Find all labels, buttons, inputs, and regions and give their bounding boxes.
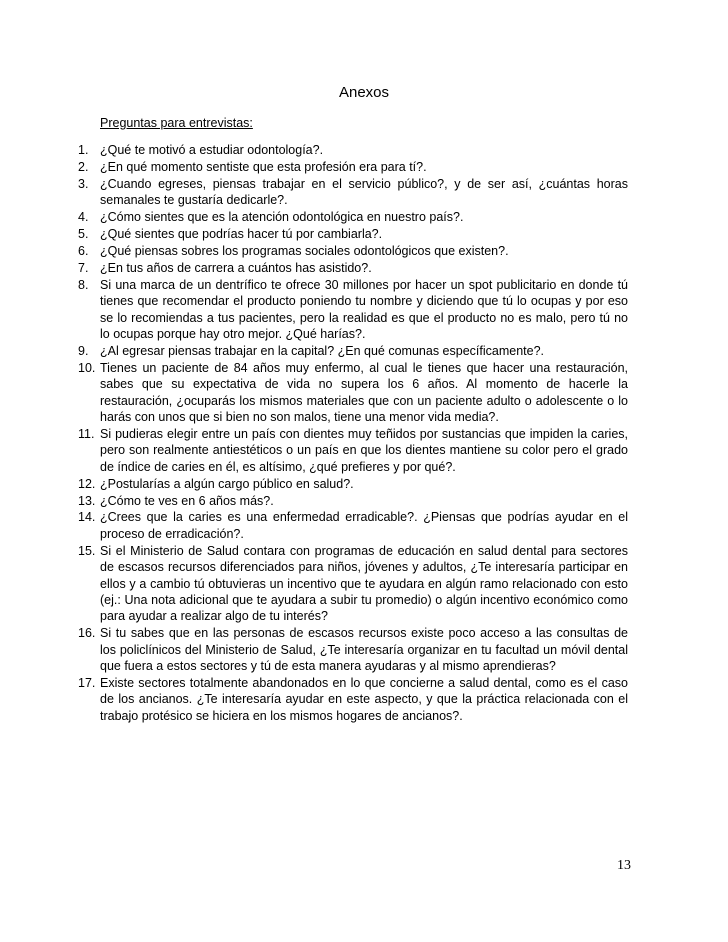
question-number: 15. (78, 543, 96, 558)
question-number: 14. (78, 510, 96, 525)
question-text: ¿En tus años de carrera a cuántos has asistido?. (100, 260, 372, 275)
question-text: ¿Cómo te ves en 6 años más?. (100, 493, 274, 508)
question-number: 1. (78, 143, 89, 157)
page-number: 13 (617, 858, 631, 873)
question-text: ¿Postularías a algún cargo público en salud?. (100, 476, 354, 491)
question-item (78, 675, 628, 724)
question-item (78, 625, 628, 674)
question-text: Tienes un paciente de 84 años muy enfermo, al cual le tienes que hacer una restauración, sabes que su expectativa de vida no supera los 6 años. Al momento de hacerle la restauración, ¿ocuparás los mismos materiales que con un paciente adulto o adolescente o lo harás con unos que si bien no son malos, tiene una menor vida media?. (100, 360, 628, 424)
question-item (78, 343, 628, 359)
question-item (78, 142, 628, 158)
question-item (78, 543, 628, 625)
question-number: 17. (78, 676, 96, 690)
question-item (78, 176, 628, 209)
question-item (78, 493, 628, 509)
question-number: 3. (78, 176, 89, 191)
question-text: Si tu sabes que en las personas de escasos recursos existe poco acceso a las consultas de los policlínicos del Ministerio de Salud, ¿Te interesaría organizar en tu facultad un móvil dental que fuera a estos sectores y tú de esta manera ayudaras y al mismo aprendieras? (100, 626, 628, 674)
question-text: ¿Qué te motivó a estudiar odontología?. (100, 143, 324, 157)
question-number: 9. (78, 343, 89, 358)
question-text: Si el Ministerio de Salud contara con programas de educación en salud dental para sectores de escasos recursos diferenciados para niños, jóvenes y adultos, ¿Te interesaría participar en ellos y a cambio tú obtuvieras un incentivo que te ayudara en algún ramo relacionado con esto (ej.: Una nota adicional que te ayudara a subir tu promedio) o algún incentivo económico como para ayudar a realizar algo de tu interés? (100, 543, 628, 624)
question-item (78, 509, 628, 542)
question-text: Existe sectores totalmente abandonados en lo que concierne a salud dental, como es el caso de los ancianos. ¿Te interesaría ayudar en este aspecto, y que la práctica relacionada con el trabajo protésico se hiciera en los mismos hogares de ancianos?. (100, 676, 628, 723)
question-text: ¿En qué momento sentiste que esta profesión era para tí?. (100, 159, 427, 174)
question-item (78, 159, 628, 175)
question-list (78, 142, 628, 725)
question-text: ¿Cuando egreses, piensas trabajar en el servicio público?, y de ser así, ¿cuántas horas semanales te gustaría dedicarle?. (100, 176, 628, 208)
question-text: ¿Al egresar piensas trabajar en la capital? ¿En qué comunas específicamente?. (100, 343, 544, 358)
question-number: 2. (78, 159, 89, 174)
question-text: ¿Cómo sientes que es la atención odontológica en nuestro país?. (100, 210, 464, 225)
question-number: 6. (78, 243, 89, 258)
question-item (78, 277, 628, 343)
question-text: Si una marca de un dentrífico te ofrece 30 millones por hacer un spot publicitario en donde tú tienes que recomendar el producto poniendo tu nombre y diciendo que tú lo ocupas y por eso se lo recomiendas a tus pacientes, pero la realidad es que el producto no es malo, pero tú no lo ocupas porque hay otro mejor. ¿Qué harías?. (100, 277, 628, 341)
question-number: 13. (78, 493, 96, 508)
question-number: 5. (78, 227, 89, 242)
question-text: ¿Qué sientes que podrías hacer tú por cambiarla?. (100, 227, 383, 242)
question-item (78, 476, 628, 492)
question-number: 12. (78, 476, 96, 491)
question-text: ¿Qué piensas sobres los programas sociales odontológicos que existen?. (100, 243, 509, 258)
question-text: Si pudieras elegir entre un país con dientes muy teñidos por sustancias que impiden la caries, pero son realmente antiestéticos o un país en que los dientes mantiene su color pero el grado de índice de caries en él, es altísimo, ¿qué prefieres y por qué?. (100, 426, 628, 474)
question-text: ¿Crees que la caries es una enfermedad erradicable?. ¿Piensas que podrías ayudar en el proceso de erradicación?. (100, 510, 628, 541)
question-number: 4. (78, 210, 89, 225)
question-number: 7. (78, 260, 89, 275)
page-title (0, 84, 728, 101)
question-number: 11. (78, 426, 95, 441)
section-subtitle: Preguntas para entrevistas: (100, 116, 253, 130)
question-item (78, 360, 628, 426)
question-item (78, 209, 628, 225)
question-number: 16. (78, 626, 96, 641)
question-item (78, 426, 628, 475)
question-item (78, 243, 628, 259)
question-item (78, 226, 628, 242)
question-number: 10. (78, 360, 96, 375)
question-item (78, 260, 628, 276)
question-number: 8. (78, 277, 89, 292)
title-text: Anexos (338, 84, 390, 101)
